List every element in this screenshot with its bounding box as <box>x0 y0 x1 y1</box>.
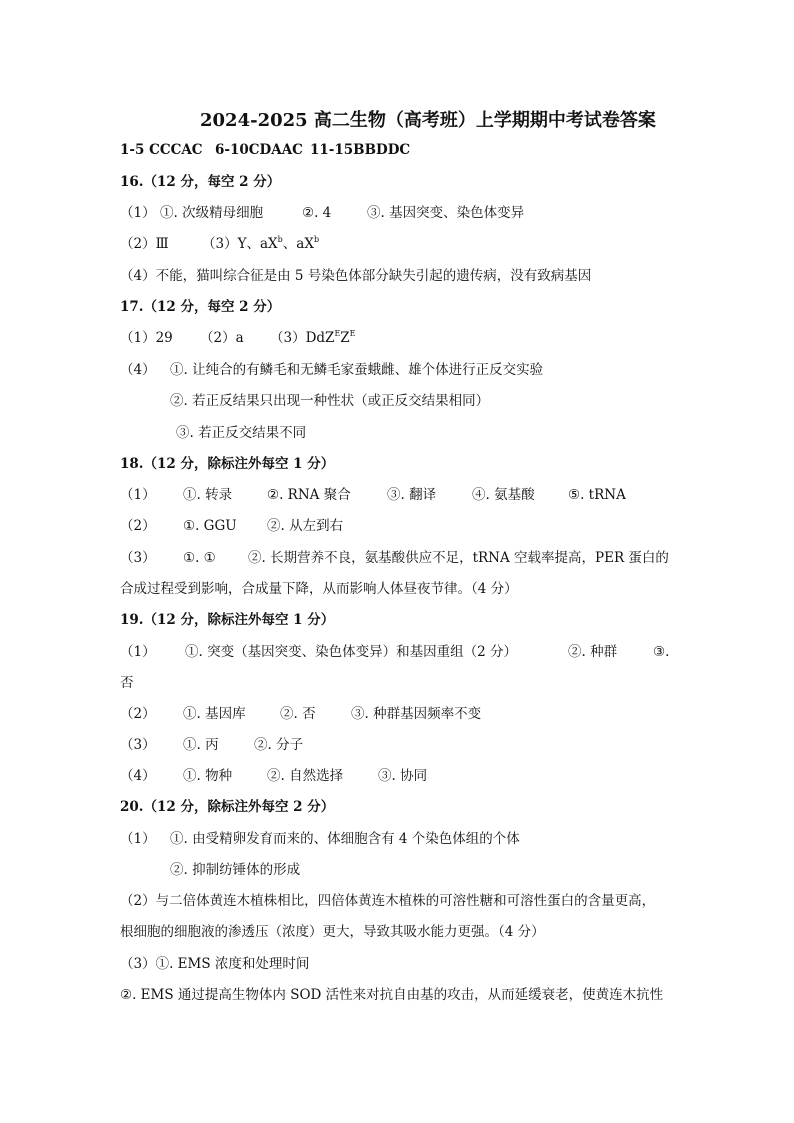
q18-1-answer-c: ③. 翻译 <box>387 487 437 503</box>
q19-3-number: （3） <box>120 737 156 753</box>
q16-heading: 16.（12 分，每空 2 分） <box>120 174 281 190</box>
q20-1-number: （1） <box>120 831 156 847</box>
q17-4-answer-b: ②. 若正反结果只出现一种性状（或正反交结果相同） <box>170 393 490 409</box>
q19-1-answer-c-cont: 否 <box>120 675 134 691</box>
mc-1-5: 1-5 CCCAC <box>120 142 203 158</box>
q19-2-answer-c: ③. 种群基因频率不变 <box>351 706 482 722</box>
q18-1-answer-e: ⑤. tRNA <box>568 487 626 503</box>
q19-heading: 19.（12 分，除标注外每空 1 分） <box>120 612 335 628</box>
q17-2-answer: （2）a <box>200 330 244 346</box>
q20-3-answer-b: ②. EMS 通过提高生物体内 SOD 活性来对抗自由基的攻击，从而延缓衰老，使黄连木抗性 <box>120 987 664 1003</box>
page-title: 2024-2025 高二生物（高考班）上学期期中考试卷答案 <box>200 110 656 131</box>
q20-1-answer-b: ②. 抑制纺锤体的形成 <box>170 862 301 878</box>
q20-2-answer: （2）与二倍体黄连木植株相比，四倍体黄连木植株的可溶性糖和可溶性蛋白的含量更高， <box>120 893 656 909</box>
q18-3-number: （3） <box>120 550 156 566</box>
q18-2-answer-a: ①. GGU <box>183 518 237 534</box>
q16-3-answer: （3）Y、$aX^b$、$aX^b$ <box>202 235 320 252</box>
q16-4-answer: （4）不能，猫叫综合征是由 5 号染色体部分缺失引起的遗传病，没有致病基因 <box>120 268 592 284</box>
q17-3-answer: $(3)DdZ^EZ^E$ <box>270 329 356 346</box>
mc-11-15: 11-15BBDDC <box>310 142 411 158</box>
q19-4-number: （4） <box>120 768 156 784</box>
q19-3-answer-a: ①. 丙 <box>183 737 219 753</box>
q18-1-answer-d: ④. 氨基酸 <box>472 487 535 503</box>
q18-1-answer-b: ②. RNA 聚合 <box>267 487 351 503</box>
q18-3-answer-b-cont: 合成过程受到影响，合成量下降，从而影响人体昼夜节律。（4 分） <box>120 581 518 597</box>
q17-4-answer-c: ③. 若正反交结果不同 <box>176 425 307 441</box>
q19-4-answer-a: ①. 物种 <box>183 768 233 784</box>
q19-1-number: （1） <box>120 644 156 660</box>
q19-3-answer-b: ②. 分子 <box>254 737 304 753</box>
q19-4-answer-c: ③. 协同 <box>378 768 428 784</box>
q16-1-answer-b: ②. 4 <box>302 205 332 221</box>
q19-1-answer-a: ①. 突变（基因突变、染色体变异）和基因重组（2 分） <box>185 644 517 660</box>
q17-1-answer: （1）29 <box>120 330 173 346</box>
q16-1-number: （1） <box>120 205 156 221</box>
q17-4-answer-a: ①. 让纯合的有鳞毛和无鳞毛家蚕蛾雌、雄个体进行正反交实验 <box>170 362 544 378</box>
q19-2-answer-b: ②. 否 <box>280 706 316 722</box>
q17-heading: 17.（12 分，每空 2 分） <box>120 299 281 315</box>
q19-2-number: （2） <box>120 706 156 722</box>
q19-2-answer-a: ①. 基因库 <box>183 706 246 722</box>
q20-3-answer-a: （3）①. EMS 浓度和处理时间 <box>120 956 310 972</box>
q20-2-answer-cont: 根细胞的细胞液的渗透压（浓度）更大，导致其吸水能力更强。（4 分） <box>120 924 545 940</box>
q20-heading: 20.（12 分，除标注外每空 2 分） <box>120 799 335 815</box>
q19-4-answer-b: ②. 自然选择 <box>267 768 344 784</box>
q18-heading: 18.（12 分，除标注外每空 1 分） <box>120 456 335 472</box>
mc-6-10: 6-10CDAAC <box>215 142 303 158</box>
q18-2-answer-b: ②. 从左到右 <box>267 518 344 534</box>
q20-1-answer-a: ①. 由受精卵发育而来的、体细胞含有 4 个染色体组的个体 <box>170 831 520 847</box>
q16-2-answer: （2）Ⅲ <box>120 236 169 252</box>
q18-2-number: （2） <box>120 518 156 534</box>
q17-4-number: （4） <box>120 362 156 378</box>
q18-1-answer-a: ①. 转录 <box>183 487 233 503</box>
q18-1-number: （1） <box>120 487 156 503</box>
q19-1-answer-c: ③. <box>653 644 670 660</box>
q16-1-answer-c: ③. 基因突变、染色体变异 <box>367 205 525 221</box>
q18-3-answer-a: ①. ① <box>183 550 216 566</box>
q18-3-answer-b: ②. 长期营养不良，氨基酸供应不足，tRNA 空载率提高，PER 蛋白的 <box>248 550 669 566</box>
q16-1-answer-a: ①. 次级精母细胞 <box>160 205 264 221</box>
q19-1-answer-b: ②. 种群 <box>568 644 618 660</box>
